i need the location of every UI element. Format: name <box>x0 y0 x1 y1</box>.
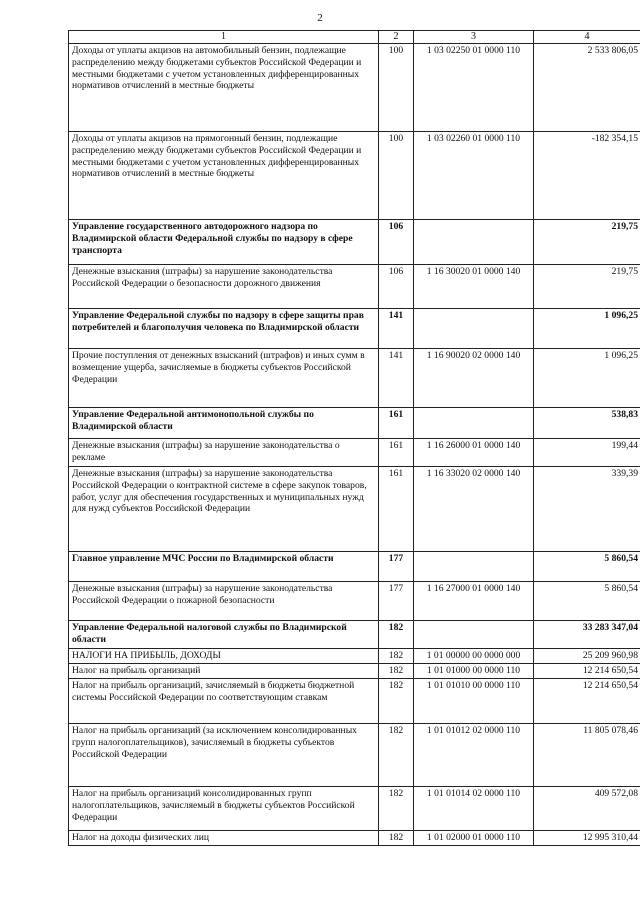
column-header: 3 <box>414 31 534 44</box>
budget-code-cell: 1 16 27000 01 0000 140 <box>414 582 534 621</box>
amount-cell: 25 209 960,98 <box>534 649 640 664</box>
budget-code-cell: 1 16 33020 02 0000 140 <box>414 467 534 552</box>
amount-cell: 11 805 078,46 <box>534 724 640 787</box>
table-row <box>69 467 640 552</box>
budget-code-cell <box>414 309 534 349</box>
amount-cell: 219,75 <box>534 265 640 309</box>
admin-code-cell: 177 <box>379 552 414 582</box>
table-row <box>69 787 640 831</box>
table-body <box>69 44 640 846</box>
budget-code-cell: 1 03 02260 01 0000 110 <box>414 132 534 220</box>
column-header: 4 <box>534 31 640 44</box>
admin-code-cell: 182 <box>379 664 414 679</box>
budget-code-cell: 1 01 02000 01 0000 110 <box>414 831 534 846</box>
amount-cell: 409 572,08 <box>534 787 640 831</box>
table-row <box>69 664 640 679</box>
admin-code-cell: 182 <box>379 679 414 724</box>
income-name-cell: Налог на прибыль организаций консолидированных групп налогоплательщиков, зачисляемый в бюджеты субъектов Российской Федерации <box>69 787 379 831</box>
budget-code-cell: 1 01 01010 00 0000 110 <box>414 679 534 724</box>
admin-code-cell: 177 <box>379 582 414 621</box>
income-name-cell: Управление государственного автодорожного надзора по Владимирской области Федеральной службы по надзору в сфере транспорта <box>69 220 379 265</box>
table-row <box>69 649 640 664</box>
admin-code-cell: 106 <box>379 220 414 265</box>
column-number-row <box>69 31 640 44</box>
admin-code-cell: 161 <box>379 439 414 467</box>
amount-cell: 219,75 <box>534 220 640 265</box>
budget-code-cell: 1 16 26000 01 0000 140 <box>414 439 534 467</box>
table-row <box>69 724 640 787</box>
table-row <box>69 552 640 582</box>
income-name-cell: Налог на прибыль организаций <box>69 664 379 679</box>
column-header: 2 <box>379 31 414 44</box>
column-header: 1 <box>69 31 379 44</box>
income-name-cell: Управление Федеральной антимонопольной службы по Владимирской области <box>69 408 379 439</box>
table-row <box>69 220 640 265</box>
amount-cell: -182 354,15 <box>534 132 640 220</box>
admin-code-cell: 182 <box>379 787 414 831</box>
admin-code-cell: 161 <box>379 467 414 552</box>
table-row <box>69 831 640 846</box>
amount-cell: 12 214 650,54 <box>534 679 640 724</box>
income-name-cell: Прочие поступления от денежных взысканий (штрафов) и иных сумм в возмещение ущерба, зачисляемые в бюджеты субъектов Российской Федерации <box>69 349 379 408</box>
amount-cell: 199,44 <box>534 439 640 467</box>
income-name-cell: Доходы от уплаты акцизов на автомобильный бензин, подлежащие распределению между бюджетами субъектов Российской Федерации и местными бюджетами с учетом установленных дифференцированных нормативов отчислений в местные бюджеты <box>69 44 379 132</box>
income-name-cell: Управление Федеральной службы по надзору в сфере защиты прав потребителей и благополучия человека по Владимирской области <box>69 309 379 349</box>
income-name-cell: Главное управление МЧС России по Владимирской области <box>69 552 379 582</box>
budget-code-cell: 1 01 00000 00 0000 000 <box>414 649 534 664</box>
admin-code-cell: 182 <box>379 649 414 664</box>
budget-code-cell <box>414 552 534 582</box>
budget-code-cell: 1 16 90020 02 0000 140 <box>414 349 534 408</box>
table-row <box>69 439 640 467</box>
table-row <box>69 309 640 349</box>
admin-code-cell: 141 <box>379 309 414 349</box>
budget-code-cell <box>414 220 534 265</box>
admin-code-cell: 182 <box>379 724 414 787</box>
table-row <box>69 408 640 439</box>
budget-code-cell: 1 01 01000 00 0000 110 <box>414 664 534 679</box>
table-row <box>69 44 640 132</box>
admin-code-cell: 182 <box>379 621 414 649</box>
income-name-cell: Денежные взыскания (штрафы) за нарушение законодательства Российской Федерации о контрактной системе в сфере закупок товаров, работ, услуг для обеспечения государственных и муниципальных нужд для нужд субъектов Российской Федерации <box>69 467 379 552</box>
amount-cell: 12 995 310,44 <box>534 831 640 846</box>
income-name-cell: НАЛОГИ НА ПРИБЫЛЬ, ДОХОДЫ <box>69 649 379 664</box>
table-row <box>69 132 640 220</box>
admin-code-cell: 100 <box>379 44 414 132</box>
income-name-cell: Налог на доходы физических лиц <box>69 831 379 846</box>
amount-cell: 538,83 <box>534 408 640 439</box>
admin-code-cell: 100 <box>379 132 414 220</box>
budget-code-cell: 1 03 02250 01 0000 110 <box>414 44 534 132</box>
table-row <box>69 621 640 649</box>
admin-code-cell: 182 <box>379 831 414 846</box>
amount-cell: 5 860,54 <box>534 552 640 582</box>
page-number: 2 <box>317 12 323 24</box>
income-name-cell: Доходы от уплаты акцизов на прямогонный бензин, подлежащие распределению между бюджетами субъектов Российской Федерации и местными бюджетами с учетом установленных дифференцированных нормативов отчислений в местные бюджеты <box>69 132 379 220</box>
amount-cell: 12 214 650,54 <box>534 664 640 679</box>
budget-code-cell: 1 01 01012 02 0000 110 <box>414 724 534 787</box>
income-name-cell: Денежные взыскания (штрафы) за нарушение законодательства Российской Федерации о пожарной безопасности <box>69 582 379 621</box>
table-row <box>69 582 640 621</box>
admin-code-cell: 106 <box>379 265 414 309</box>
amount-cell: 339,39 <box>534 467 640 552</box>
budget-code-cell <box>414 408 534 439</box>
table-row <box>69 349 640 408</box>
income-name-cell: Денежные взыскания (штрафы) за нарушение законодательства о рекламе <box>69 439 379 467</box>
admin-code-cell: 141 <box>379 349 414 408</box>
admin-code-cell: 161 <box>379 408 414 439</box>
income-name-cell: Налог на прибыль организаций, зачисляемый в бюджеты бюджетной системы Российской Федерации по соответствующим ставкам <box>69 679 379 724</box>
budget-code-cell: 1 01 01014 02 0000 110 <box>414 787 534 831</box>
amount-cell: 2 533 806,05 <box>534 44 640 132</box>
income-name-cell: Денежные взыскания (штрафы) за нарушение законодательства Российской Федерации о безопасности дорожного движения <box>69 265 379 309</box>
table-row <box>69 679 640 724</box>
budget-code-cell <box>414 621 534 649</box>
table-row <box>69 265 640 309</box>
revenue-table <box>68 30 640 846</box>
amount-cell: 1 096,25 <box>534 349 640 408</box>
amount-cell: 33 283 347,04 <box>534 621 640 649</box>
income-name-cell: Налог на прибыль организаций (за исключением консолидированных групп налогоплательщиков), зачисляемый в бюджеты субъектов Российской Федерации <box>69 724 379 787</box>
income-name-cell: Управление Федеральной налоговой службы по Владимирской области <box>69 621 379 649</box>
amount-cell: 1 096,25 <box>534 309 640 349</box>
budget-code-cell: 1 16 30020 01 0000 140 <box>414 265 534 309</box>
amount-cell: 5 860,54 <box>534 582 640 621</box>
